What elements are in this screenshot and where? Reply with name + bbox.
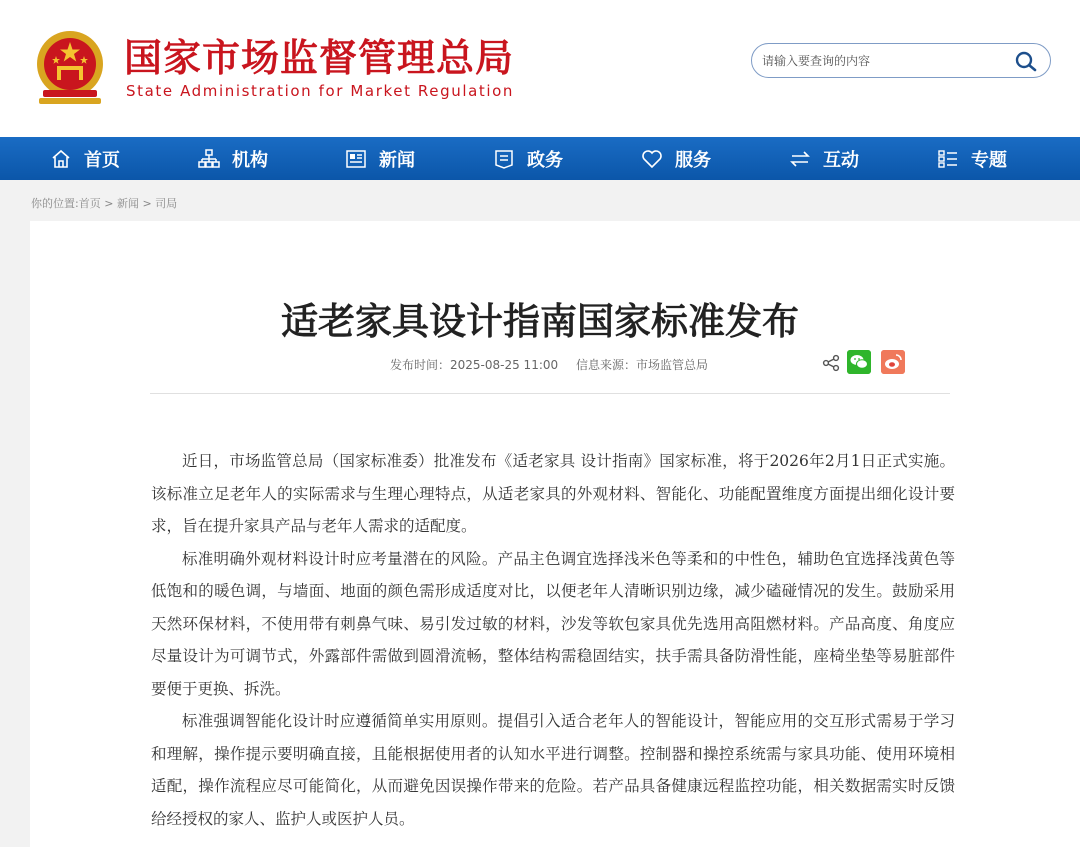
wechat-share-icon[interactable]	[847, 350, 871, 374]
nav-label: 专题	[971, 149, 1007, 171]
breadcrumb-link-news[interactable]: 新闻	[116, 197, 139, 210]
nav-item-org[interactable]	[198, 137, 268, 180]
breadcrumb-link-home[interactable]: 首页	[78, 197, 101, 210]
breadcrumb	[31, 195, 177, 211]
main-nav	[0, 137, 1080, 180]
nav-item-gov[interactable]	[493, 137, 563, 180]
breadcrumb-separator: >	[104, 197, 114, 210]
nav-item-topic[interactable]	[937, 137, 1007, 180]
search-input[interactable]	[762, 50, 1012, 72]
breadcrumb-prefix: 你的位置:	[31, 197, 79, 210]
exchange-icon	[789, 148, 811, 170]
article-body	[151, 445, 955, 835]
search-box	[751, 43, 1051, 78]
info-source: 信息来源：市场监管总局	[575, 358, 708, 372]
site-logo-chinese[interactable]: 国家市场监督管理总局	[124, 36, 515, 80]
nav-item-interact[interactable]	[789, 137, 859, 180]
weibo-share-icon[interactable]	[881, 350, 905, 374]
nav-item-service[interactable]	[641, 137, 711, 180]
nav-label: 新闻	[379, 149, 415, 171]
nav-label: 政务	[527, 149, 563, 171]
org-icon	[198, 148, 220, 170]
breadcrumb-separator: >	[142, 197, 152, 210]
publish-time: 发布时间：2025-08-25 11:00	[390, 358, 559, 372]
heart-icon	[641, 148, 663, 170]
article-meta	[390, 356, 722, 373]
site-logo-english[interactable]: State Administration for Market Regulation	[126, 82, 515, 100]
article-title: 适老家具设计指南国家标准发布	[281, 300, 799, 343]
nav-label: 服务	[675, 149, 711, 171]
article-paragraph: 标准明确外观材料设计时应考量潜在的风险。产品主色调宜选择浅米色等柔和的中性色，辅助色宜选择浅黄色等低饱和的暖色调，与墙面、地面的颜色需形成适度对比，以便老年人清晰识别边缘，减少磕碰情况的发生。鼓励采用天然环保材料，不使用带有刺鼻气味、易引发过敏的材料，沙发等软包家具优先选用高阻燃材料。产品高度、角度应尽量设计为可调节式，外露部件需做到圆滑流畅，整体结构需稳固结实，扶手需具备防滑性能，座椅坐垫等易脏部件要便于更换、拆洗。	[151, 549, 955, 698]
search-icon[interactable]	[1014, 50, 1038, 72]
nav-label: 机构	[232, 149, 268, 171]
nav-label: 首页	[84, 149, 120, 171]
article-card	[30, 221, 1080, 847]
share-icon[interactable]	[822, 354, 840, 372]
home-icon	[50, 148, 72, 170]
nav-item-news[interactable]	[345, 137, 415, 180]
topic-icon	[937, 148, 959, 170]
title-divider	[150, 393, 950, 394]
news-icon	[345, 148, 367, 170]
article-paragraph: 近日，市场监管总局（国家标准委）批准发布《适老家具 设计指南》国家标准，将于2026年2月1日正式实施。该标准立足老年人的实际需求与生理心理特点，从适老家具的外观材料、智能化、功能配置维度方面提出细化设计要求，旨在提升家具产品与老年人需求的适配度。	[151, 452, 955, 535]
breadcrumb-link-bureau[interactable]: 司局	[155, 197, 178, 210]
article-paragraph: 标准强调智能化设计时应遵循简单实用原则。提倡引入适合老年人的智能设计，智能应用的交互形式需易于学习和理解，操作提示要明确直接，且能根据使用者的认知水平进行调整。控制器和操控系统需与家具功能、使用环境相适配，操作流程应尽可能简化，从而避免因误操作带来的危险。若产品具备健康远程监控功能，相关数据需实时反馈给经授权的家人、监护人或医护人员。	[151, 712, 955, 828]
site-header	[0, 0, 1080, 137]
nav-label: 互动	[823, 149, 859, 171]
national-emblem-icon[interactable]	[33, 28, 107, 108]
gov-icon	[493, 148, 515, 170]
nav-item-home[interactable]	[50, 137, 120, 180]
